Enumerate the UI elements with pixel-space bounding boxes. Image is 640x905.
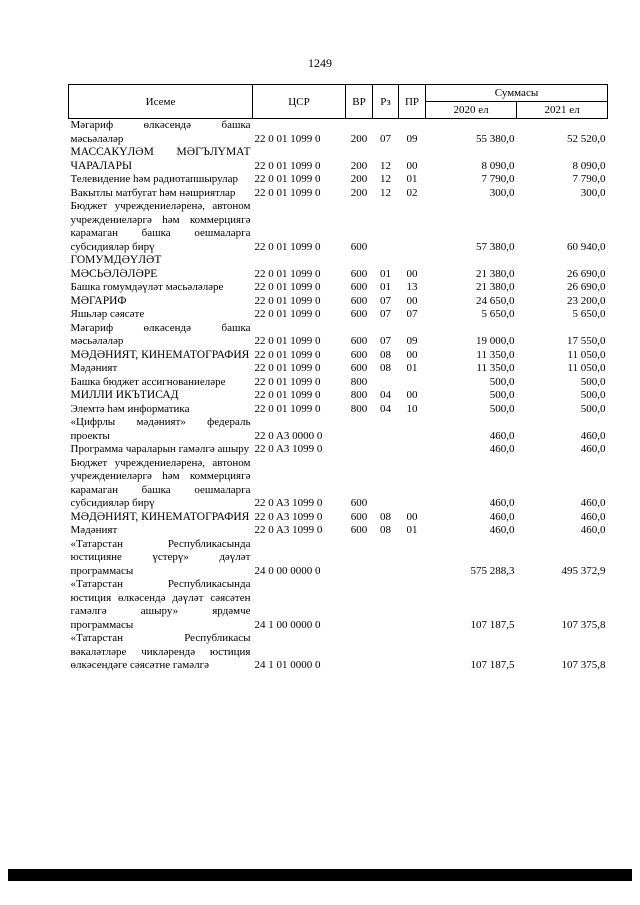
table-row (69, 281, 608, 295)
row-amount-2021: 5 650,0 (572, 308, 606, 320)
row-amount-2020: 500,0 (489, 402, 515, 415)
row-vr: 600 (350, 281, 368, 293)
row-vr: 600 (350, 362, 368, 374)
row-name: Мәдәният (70, 362, 118, 374)
header-sums: Суммасы (426, 85, 608, 102)
row-pr: 00 (406, 510, 418, 523)
row-vr: 600 (350, 308, 368, 320)
row-name: «Татарстан Республикасы вәкаләтләре чикләрендә юстиция өлкәсендәге сәясәтне гамәлгә (70, 632, 251, 671)
table-row (69, 187, 608, 201)
row-amount-2021: 300,0 (580, 186, 606, 199)
row-amount-2021: 26 690,0 (567, 281, 606, 293)
row-name: Вакытлы матбугат һәм нәшриятлар (70, 186, 236, 199)
row-rz (373, 632, 399, 673)
row-rz: 08 (380, 348, 391, 361)
table-row (69, 173, 608, 187)
row-pr: 02 (406, 186, 418, 199)
row-vr: 600 (350, 497, 368, 509)
row-rz (373, 538, 399, 579)
row-amount-2020: 57 380,0 (476, 240, 515, 253)
row-rz: 07 (380, 308, 391, 320)
table-row (69, 443, 608, 457)
row-rz: 08 (380, 510, 391, 523)
row-pr (399, 538, 426, 579)
row-amount-2021: 7 790,0 (572, 173, 606, 185)
row-amount-2021: 500,0 (580, 389, 606, 401)
row-rz: 01 (380, 267, 391, 280)
row-pr (399, 376, 426, 390)
table-row (69, 200, 608, 254)
row-pr: 00 (406, 348, 418, 361)
row-rz: 01 (380, 281, 391, 293)
row-amount-2021: 500,0 (580, 375, 606, 388)
table-header (69, 85, 608, 119)
table-row (69, 119, 608, 147)
row-csr: 22 0 01 1099 0 (254, 375, 321, 388)
row-rz (373, 457, 399, 511)
row-name: Башка бюджет ассигнованиеләре (70, 375, 226, 388)
row-amount-2021: 26 690,0 (567, 267, 606, 280)
row-rz (373, 443, 399, 457)
budget-table (68, 84, 608, 673)
row-amount-2020: 500,0 (489, 389, 515, 401)
row-rz (373, 200, 399, 254)
table-row (69, 416, 608, 443)
row-rz: 07 (380, 335, 391, 347)
row-pr: 09 (406, 132, 418, 145)
row-csr: 22 0 A3 0000 0 (254, 429, 323, 442)
row-csr: 22 0 01 1099 0 (254, 348, 321, 361)
row-vr: 200 (350, 186, 368, 199)
row-vr: 800 (350, 375, 368, 388)
row-pr (399, 416, 426, 443)
row-pr: 00 (406, 267, 418, 280)
header-csr: ЦСР (253, 85, 346, 119)
table-row (69, 146, 608, 173)
row-pr (399, 578, 426, 632)
header-vr: ВР (346, 85, 373, 119)
row-amount-2021: 17 550,0 (567, 335, 606, 347)
row-amount-2020: 575 288,3 (470, 564, 515, 577)
page-number: 1249 (308, 56, 332, 70)
row-vr (346, 578, 373, 632)
row-pr: 10 (406, 402, 418, 415)
row-rz: 12 (380, 173, 391, 185)
row-pr: 00 (406, 389, 418, 401)
header-pr: ПР (399, 85, 426, 119)
row-pr: 01 (406, 362, 418, 374)
row-csr: 22 0 01 1099 0 (254, 402, 321, 415)
table-row (69, 457, 608, 511)
row-csr: 22 0 A3 1099 0 (254, 497, 323, 509)
row-rz (373, 376, 399, 390)
row-name: «Татарстан Республикасында юстицияне үстерү» дәүләт программасы (70, 537, 251, 577)
row-amount-2021: 460,0 (580, 429, 606, 442)
row-vr (346, 443, 373, 457)
row-pr: 07 (406, 308, 418, 320)
row-amount-2021: 107 375,8 (561, 659, 606, 671)
row-pr: 09 (406, 335, 418, 347)
row-name: Бюджет учреждениеләренә, автоном учреждениеләргә һәм коммерциягә карамаган башка оешмаларга субсидияләр бирү (70, 200, 251, 253)
row-pr: 13 (406, 281, 418, 293)
row-name: Башка гомумдәүләт мәсьәләләре (70, 281, 224, 293)
row-csr: 22 0 01 1099 0 (254, 389, 321, 401)
row-vr: 600 (350, 267, 368, 280)
row-csr: 22 0 01 1099 0 (254, 308, 321, 320)
row-amount-2020: 500,0 (489, 375, 515, 388)
row-csr: 24 1 01 0000 0 (254, 659, 321, 671)
table-row (69, 362, 608, 376)
row-rz (373, 416, 399, 443)
row-csr: 22 0 A3 1099 0 (254, 443, 323, 455)
row-vr: 200 (350, 173, 368, 185)
row-name: «Татарстан Республикасында юстиция өлкәсендә дәүләт сәясәтен гамәлгә ашыру» ярдәмче программасы (70, 578, 251, 631)
row-amount-2021: 11 050,0 (567, 348, 606, 361)
row-name: МАССАКҮЛӘМ МӘГЪЛҮМАТ ЧАРАЛАРЫ (70, 146, 251, 172)
row-pr: 01 (406, 173, 418, 185)
row-amount-2021: 460,0 (580, 524, 606, 536)
row-amount-2021: 11 050,0 (567, 362, 606, 374)
row-name: МӘДӘНИЯТ, КИНЕМАТОГРАФИЯ (70, 348, 250, 361)
table-row (69, 632, 608, 673)
row-amount-2020: 21 380,0 (476, 281, 515, 293)
row-csr: 24 0 00 0000 0 (254, 564, 321, 577)
row-name: МИЛЛИ ИКЪТИСАД (70, 389, 179, 401)
row-amount-2021: 8 090,0 (572, 159, 606, 172)
table-row (69, 322, 608, 349)
row-amount-2020: 460,0 (489, 443, 515, 455)
row-csr: 22 0 A3 1099 0 (254, 524, 323, 536)
row-name: ГОМУМДӘҮЛӘТ МӘСЬӘЛӘЛӘРЕ (70, 254, 162, 280)
row-name: Программа чараларын гамәлгә ашыру (70, 443, 250, 455)
row-csr: 22 0 A3 1099 0 (254, 510, 323, 523)
row-name: МӘДӘНИЯТ, КИНЕМАТОГРАФИЯ (70, 510, 250, 523)
row-amount-2021: 52 520,0 (567, 132, 606, 145)
row-csr: 22 0 01 1099 0 (254, 294, 321, 307)
header-rz: Рз (373, 85, 399, 119)
row-amount-2021: 500,0 (580, 402, 606, 415)
row-amount-2020: 11 350,0 (476, 362, 515, 374)
row-csr: 22 0 01 1099 0 (254, 267, 321, 280)
row-amount-2020: 7 790,0 (481, 173, 515, 185)
row-amount-2020: 107 187,5 (470, 659, 515, 671)
row-amount-2020: 21 380,0 (476, 267, 515, 280)
table-body (69, 119, 608, 673)
row-vr: 600 (350, 348, 368, 361)
row-amount-2020: 24 650,0 (476, 294, 515, 307)
row-rz: 12 (380, 159, 391, 172)
row-csr: 22 0 01 1099 0 (254, 186, 321, 199)
row-name: Мәдәният (70, 524, 118, 536)
row-rz: 12 (380, 186, 391, 199)
row-amount-2020: 460,0 (489, 497, 515, 509)
row-amount-2020: 19 000,0 (476, 335, 515, 347)
row-amount-2021: 460,0 (580, 510, 606, 523)
row-name: Телевидение һәм радиотапшырулар (70, 173, 239, 185)
row-amount-2021: 460,0 (580, 497, 606, 509)
row-amount-2021: 495 372,9 (561, 564, 606, 577)
table-row (69, 578, 608, 632)
table-row (69, 511, 608, 525)
row-name: Мәгариф өлкәсендә башка мәсьәләләр (70, 119, 251, 145)
row-vr (346, 538, 373, 579)
row-vr: 600 (350, 524, 368, 536)
table-row (69, 254, 608, 281)
row-name: «Цифрлы мәдәният» федераль проекты (70, 416, 251, 442)
row-csr: 22 0 01 1099 0 (254, 159, 321, 172)
table-row (69, 295, 608, 309)
row-vr: 200 (350, 132, 368, 145)
row-name: МӘГАРИФ (70, 294, 127, 307)
row-vr: 600 (350, 335, 368, 347)
row-amount-2020: 5 650,0 (481, 308, 515, 320)
row-rz: 04 (380, 389, 391, 401)
row-vr (346, 416, 373, 443)
row-rz: 04 (380, 402, 391, 415)
row-pr (399, 457, 426, 511)
row-pr: 01 (406, 524, 418, 536)
row-rz: 07 (380, 132, 391, 145)
row-pr: 00 (406, 159, 418, 172)
row-csr: 22 0 01 1099 0 (254, 173, 321, 185)
header-name: Исеме (69, 85, 253, 119)
row-amount-2020: 107 187,5 (470, 618, 515, 631)
row-amount-2021: 107 375,8 (561, 618, 606, 631)
row-name: Бюджет учреждениеләренә, автоном учреждениеләргә һәм коммерциягә карамаган башка оешмаларга субсидияләр бирү (70, 456, 251, 509)
row-name: Элемтә һәм информатика (70, 402, 190, 415)
row-vr: 200 (350, 159, 368, 172)
table-row (69, 376, 608, 390)
table-row (69, 308, 608, 322)
row-csr: 22 0 01 1099 0 (254, 335, 321, 347)
header-2021: 2021 ел (517, 102, 608, 119)
table-row (69, 349, 608, 363)
row-amount-2020: 460,0 (489, 510, 515, 523)
row-rz: 08 (380, 362, 391, 374)
table-row (69, 538, 608, 579)
scan-edge-bar (8, 869, 632, 881)
row-csr: 22 0 01 1099 0 (254, 132, 321, 145)
row-amount-2021: 60 940,0 (567, 240, 606, 253)
row-vr (346, 632, 373, 673)
table-row (69, 389, 608, 403)
row-rz: 07 (380, 294, 391, 307)
row-vr: 600 (350, 240, 368, 253)
header-2020: 2020 ел (426, 102, 517, 119)
row-pr: 00 (406, 294, 418, 307)
row-vr: 800 (350, 389, 368, 401)
table-row (69, 403, 608, 417)
row-csr: 22 0 01 1099 0 (254, 281, 321, 293)
row-csr: 24 1 00 0000 0 (254, 618, 321, 631)
row-pr (399, 632, 426, 673)
row-amount-2020: 11 350,0 (476, 348, 515, 361)
row-rz: 08 (380, 524, 391, 536)
row-amount-2020: 460,0 (489, 429, 515, 442)
row-vr: 800 (350, 402, 368, 415)
row-name: Яшьләр сәясәте (70, 308, 145, 320)
row-amount-2021: 460,0 (580, 443, 606, 455)
row-pr (399, 200, 426, 254)
row-csr: 22 0 01 1099 0 (254, 240, 321, 253)
row-amount-2020: 8 090,0 (481, 159, 515, 172)
table-row (69, 524, 608, 538)
row-pr (399, 443, 426, 457)
row-name: Мәгариф өлкәсендә башка мәсьәләләр (70, 321, 251, 347)
row-amount-2021: 23 200,0 (567, 294, 606, 307)
row-vr: 600 (350, 294, 368, 307)
row-amount-2020: 55 380,0 (476, 132, 515, 145)
row-vr: 600 (350, 510, 368, 523)
row-csr: 22 0 01 1099 0 (254, 362, 321, 374)
row-rz (373, 578, 399, 632)
row-amount-2020: 300,0 (489, 186, 515, 199)
row-amount-2020: 460,0 (489, 524, 515, 536)
